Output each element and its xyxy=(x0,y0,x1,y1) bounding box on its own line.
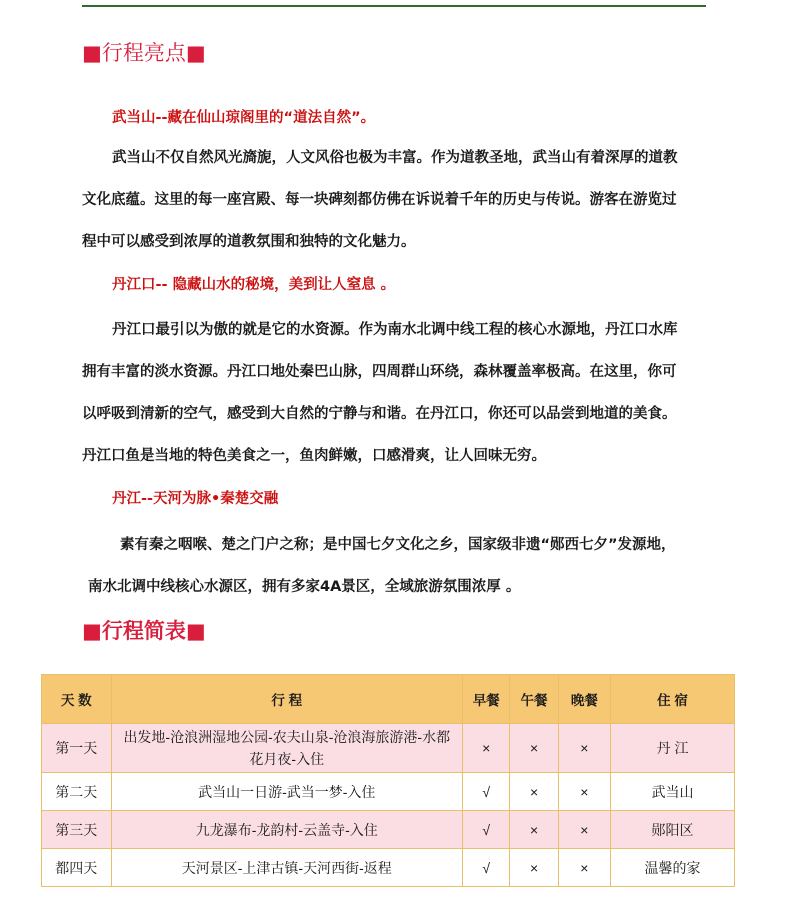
cell-lunch: × xyxy=(510,773,558,811)
cell-dinner: × xyxy=(558,773,610,811)
header-day: 天 数 xyxy=(42,675,112,724)
cell-stay: 丹 江 xyxy=(611,724,735,773)
cell-lunch: × xyxy=(510,724,558,773)
wudang-line: 程中可以感受到浓厚的道教氛围和独特的文化魅力。 xyxy=(82,234,416,250)
table-row xyxy=(42,773,735,811)
danjiang-line: 素有秦之咽喉、楚之门户之称；是中国七夕文化之乡，国家级非遗“郧西七夕”发源地， xyxy=(120,537,676,553)
wudang-paragraph xyxy=(82,137,744,263)
header-route: 行 程 xyxy=(111,675,463,724)
cell-route: 武当山一日游-武当一梦-入住 xyxy=(111,773,463,811)
cell-day: 都四天 xyxy=(42,849,112,887)
danjiangkou-paragraph xyxy=(82,309,744,477)
cell-breakfast: × xyxy=(463,724,510,773)
cell-stay: 武当山 xyxy=(611,773,735,811)
danjiangkou-line: 丹江口鱼是当地的特色美食之一，鱼肉鲜嫩，口感滑爽，让人回味无穷。 xyxy=(82,448,546,464)
cell-breakfast: √ xyxy=(463,849,510,887)
cell-route: 天河景区-上津古镇-天河西街-返程 xyxy=(111,849,463,887)
danjiangkou-line: 拥有丰富的淡水资源。丹江口地处秦巴山脉，四周群山环绕，森林覆盖率极高。在这里，你可 xyxy=(82,364,677,380)
cell-stay: 温馨的家 xyxy=(611,849,735,887)
table-row xyxy=(42,724,735,773)
top-divider xyxy=(82,5,706,7)
cell-dinner: × xyxy=(558,849,610,887)
cell-day: 第一天 xyxy=(42,724,112,773)
cell-dinner: × xyxy=(558,724,610,773)
cell-breakfast: √ xyxy=(463,773,510,811)
section-title-highlights: ■行程亮点■ xyxy=(82,41,206,65)
danjiangkou-line: 以呼吸到清新的空气，感受到大自然的宁静与和谐。在丹江口，你还可以品尝到地道的美食。 xyxy=(82,406,677,422)
cell-stay: 郧阳区 xyxy=(611,811,735,849)
cell-route: 出发地-沧浪洲湿地公园-农夫山泉-沧浪海旅游港-水都花月夜-入住 xyxy=(111,724,463,773)
danjiangkou-line: 丹江口最引以为傲的就是它的水资源。作为南水北调中线工程的核心水源地，丹江口水库 xyxy=(112,322,678,338)
cell-dinner: × xyxy=(558,811,610,849)
danjiang-paragraph xyxy=(82,524,744,608)
header-lunch: 午餐 xyxy=(510,675,558,724)
danjiang-line: 南水北调中线核心水源区，拥有多家4A景区，全域旅游氛围浓厚 。 xyxy=(88,579,521,595)
cell-lunch: × xyxy=(510,849,558,887)
table-header-row xyxy=(42,675,735,724)
cell-day: 第三天 xyxy=(42,811,112,849)
wudang-heading: 武当山--藏在仙山琼阁里的“道法自然”。 xyxy=(112,110,376,126)
cell-route: 九龙瀑布-龙韵村-云盖寺-入住 xyxy=(111,811,463,849)
wudang-line: 武当山不仅自然风光旖旎，人文风俗也极为丰富。作为道教圣地，武当山有着深厚的道教 xyxy=(112,150,678,166)
cell-lunch: × xyxy=(510,811,558,849)
header-breakfast: 早餐 xyxy=(463,675,510,724)
danjiang-heading: 丹江--天河为脉•秦楚交融 xyxy=(112,491,279,507)
itinerary-table xyxy=(41,674,735,887)
wudang-line: 文化底蕴。这里的每一座宫殿、每一块碑刻都仿佛在诉说着千年的历史与传说。游客在游览过 xyxy=(82,192,677,208)
danjiangkou-heading: 丹江口-- 隐藏山水的秘境，美到让人窒息 。 xyxy=(112,277,396,293)
header-stay: 住 宿 xyxy=(611,675,735,724)
section-title-itinerary: ■行程简表■ xyxy=(82,619,206,643)
header-dinner: 晚餐 xyxy=(558,675,610,724)
cell-breakfast: √ xyxy=(463,811,510,849)
table-row xyxy=(42,811,735,849)
table-row xyxy=(42,849,735,887)
cell-day: 第二天 xyxy=(42,773,112,811)
